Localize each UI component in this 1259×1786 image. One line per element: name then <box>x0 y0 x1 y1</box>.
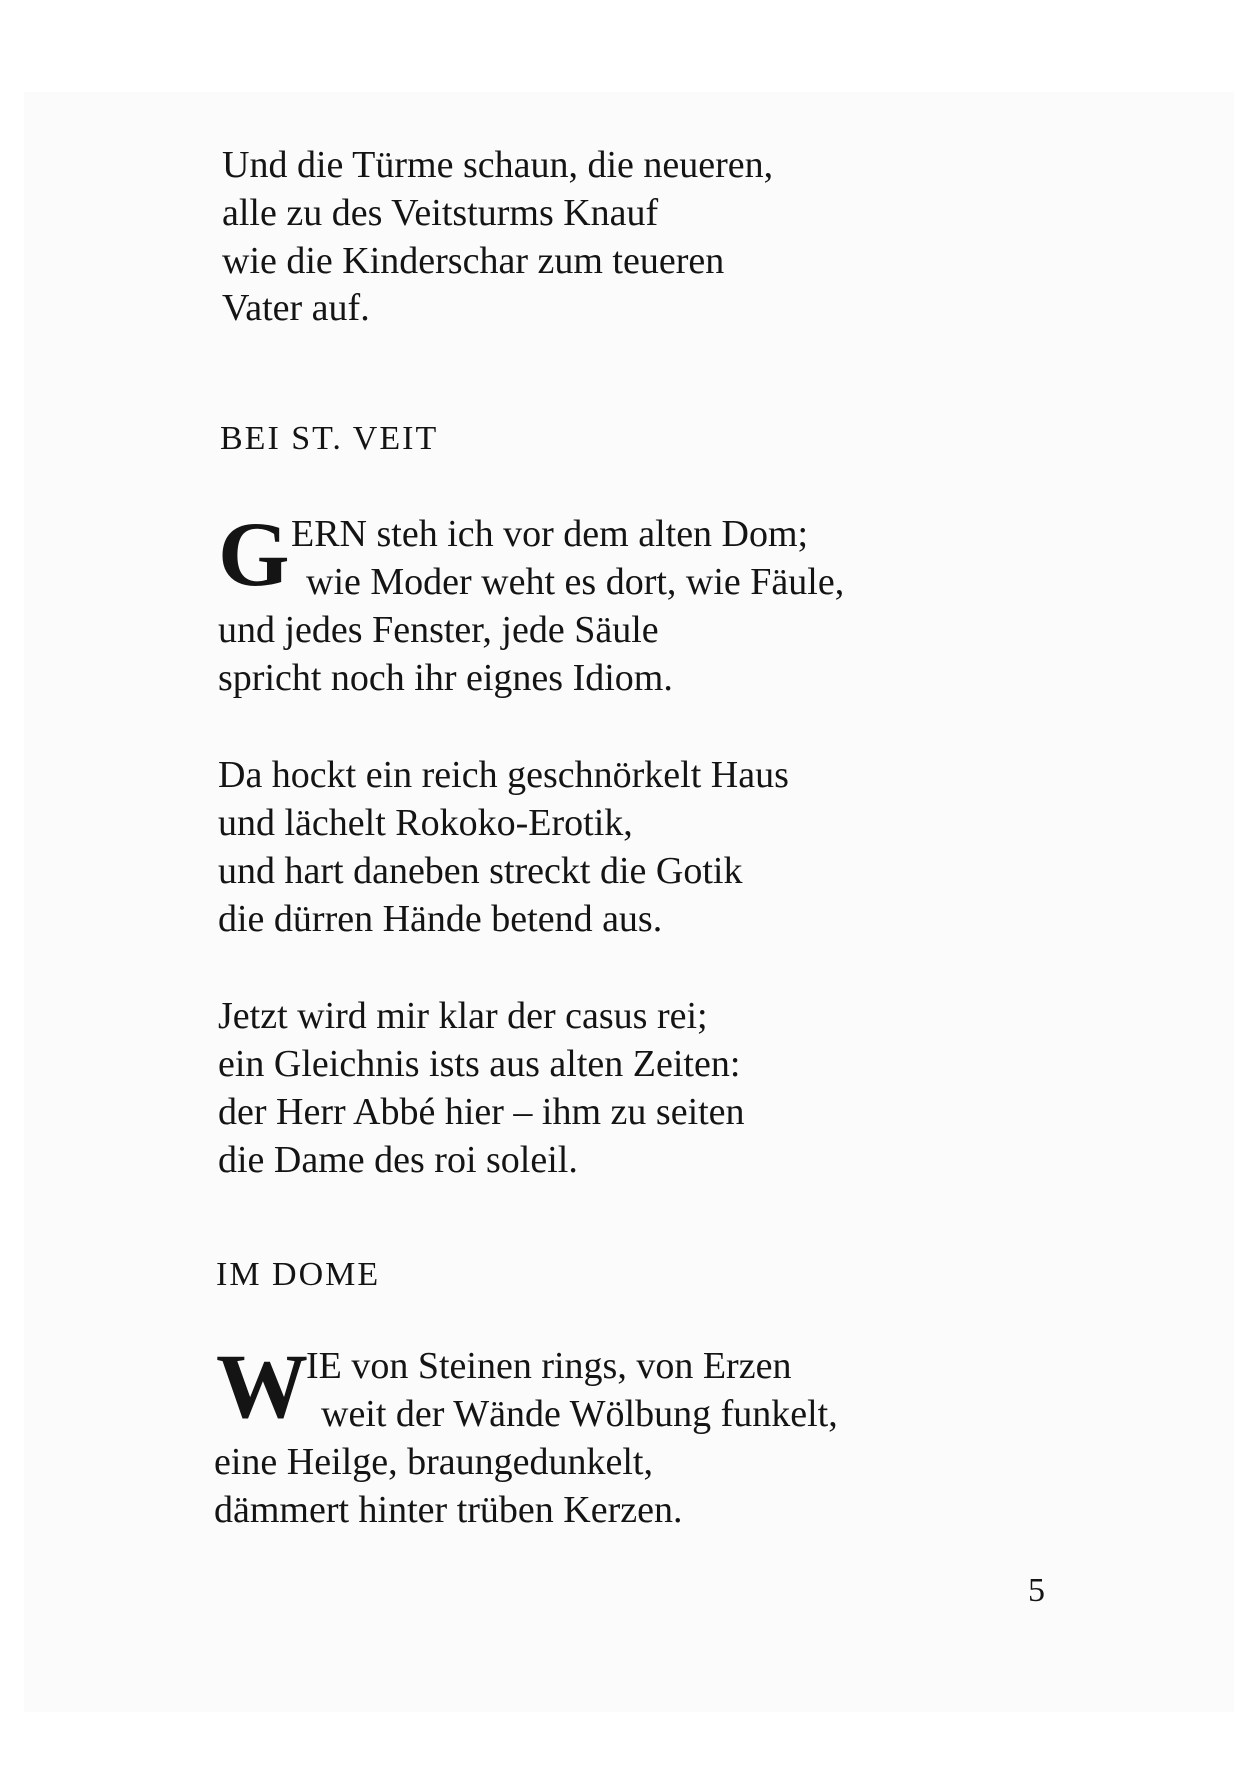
page-number: 5 <box>1028 1572 1045 1609</box>
poem-line: die Dame des roi soleil. <box>218 1139 578 1181</box>
drop-cap-g: G <box>218 503 290 605</box>
poem-line: spricht noch ihr eignes Idiom. <box>218 657 673 699</box>
poem-line: und lächelt Rokoko-Erotik, <box>218 802 633 844</box>
poem-line: wie Moder weht es dort, wie Fäule, <box>306 561 845 603</box>
section-title-bei-st-veit: BEI ST. VEIT <box>220 420 439 457</box>
poem-line: ein Gleichnis ists aus alten Zeiten: <box>218 1043 741 1085</box>
poem-line: und hart daneben streckt die Gotik <box>218 850 743 892</box>
poem-line: wie die Kinderschar zum teueren <box>222 240 725 282</box>
poem-line: alle zu des Veitsturms Knauf <box>222 192 659 234</box>
poem-line: IE von Steinen rings, von Erzen <box>306 1345 792 1387</box>
drop-cap-w: W <box>216 1335 308 1437</box>
poem-line: ERN steh ich vor dem alten Dom; <box>291 513 809 555</box>
poem-line: der Herr Abbé hier – ihm zu seiten <box>218 1091 745 1133</box>
poem-line: Und die Türme schaun, die neueren, <box>222 144 774 186</box>
poem-line: und jedes Fenster, jede Säule <box>218 609 659 651</box>
poem-line: Vater auf. <box>222 287 370 329</box>
section-title-im-dome: IM DOME <box>216 1256 381 1293</box>
poem-line: eine Heilge, braungedunkelt, <box>214 1441 653 1483</box>
poem-line: Da hockt ein reich geschnörkelt Haus <box>218 754 789 796</box>
poem-line: weit der Wände Wölbung funkelt, <box>321 1393 838 1435</box>
poem-line: die dürren Hände betend aus. <box>218 898 663 940</box>
poem-line: Jetzt wird mir klar der casus rei; <box>218 995 708 1037</box>
poem-line: dämmert hinter trüben Kerzen. <box>214 1489 683 1531</box>
